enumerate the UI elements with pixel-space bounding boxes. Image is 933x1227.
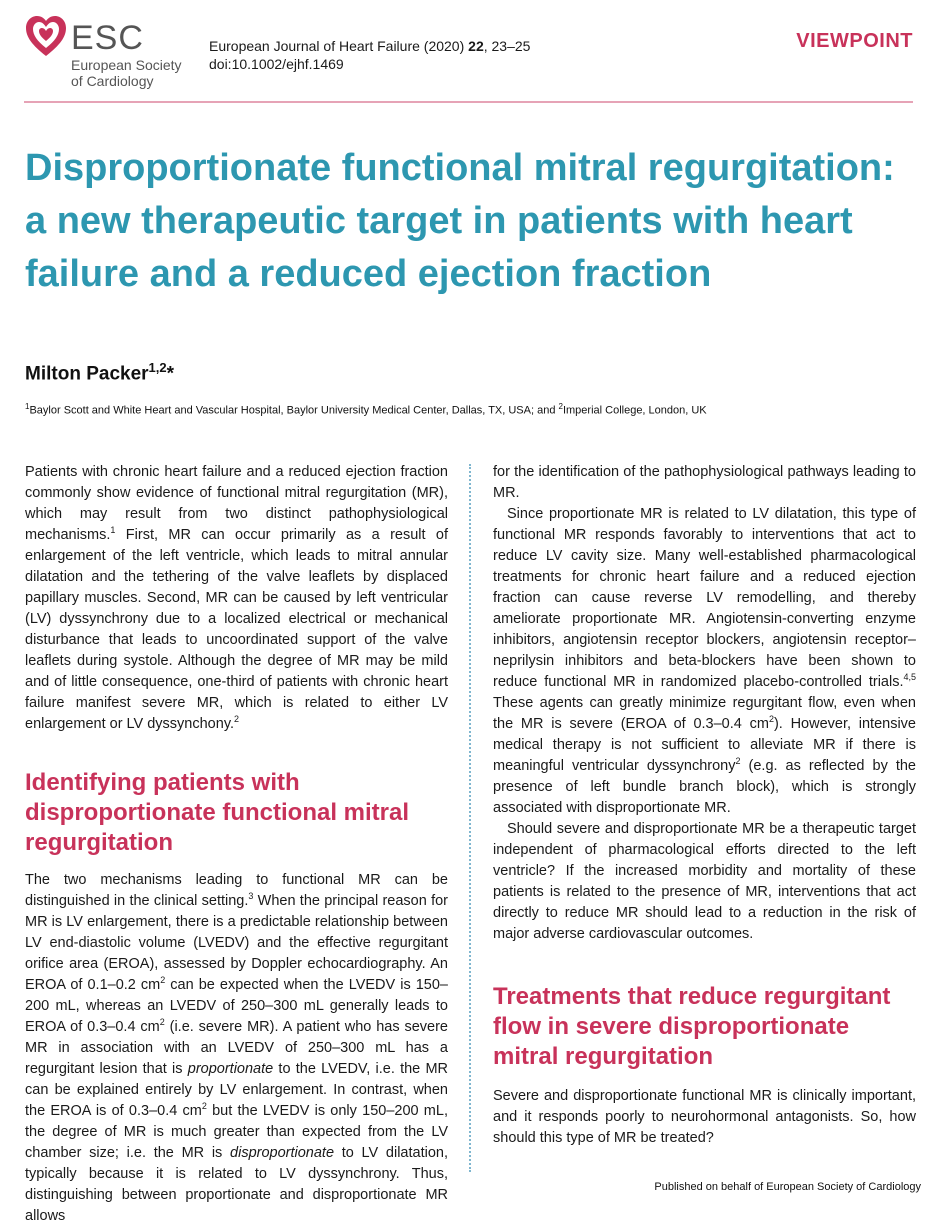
affiliation-1: Baylor Scott and White Heart and Vascular Hospital, Baylor University Medical Center, Dallas, TX, USA; and (29, 404, 559, 417)
heart-logo-icon (24, 14, 68, 60)
continued-paragraph: for the identification of the pathophysiological pathways leading to MR. (493, 464, 916, 501)
affiliations (25, 402, 707, 417)
reference-link[interactable]: 2 (735, 756, 741, 767)
doi-link[interactable]: doi:10.1002/ejhf.1469 (209, 56, 344, 72)
logo-subtitle-line1: European Society (71, 57, 182, 73)
right-column (493, 462, 916, 1149)
esc-logo (24, 12, 214, 92)
publisher-footer: Published on behalf of European Society of Cardiology (654, 1181, 921, 1193)
journal-pages: , 23–25 (483, 38, 531, 54)
affiliation-mark-1: 1 (25, 402, 30, 411)
affiliation-2: Imperial College, London, UK (562, 404, 707, 417)
left-column (25, 462, 448, 1227)
therapeutic-target-paragraph: Should severe and disproportionate MR be a therapeutic target independent of pharmacological efforts directed to the left ventricle? If the increased morbidity and mortality of these patients is related to the presence of MR, interventions that act directly to reduce MR should lead to a reduction in the risk of major adverse cardiovascular outcomes. (493, 821, 916, 942)
proportionate-paragraph: Since proportionate MR is related to LV dilatation, this type of functional MR responds favorably to interventions that act to reduce LV cavity size. Many well-established pharmacological treatments for chronic heart failure and a reduced ejection fraction can cause reverse LV remodelling, and thereby ameliorate proportionate MR. Angiotensin-converting enzyme inhibitors, angiotensin receptor blockers, angiotensin receptor–neprilysin inhibitors and beta-blockers have been shown to reduce functional MR in randomized placebo-controlled trials.$^{4,5}$ These agents can greatly minimize regurgitant flow, even when the MR is severe (EROA of 0.3–0.4 $cm^2$). However, intensive medical therapy is not sufficient to alleviate MR if there is meaningful ventricular dyssynchrony$^2$ (e.g. as reflected by the presence of left bundle branch block), which is strongly associated with disproportionate MR. (493, 506, 916, 816)
article-title: Disproportionate functional mitral regurgitation: a new therapeutic target in patients with heart failure and a reduced ejection fraction (25, 147, 895, 295)
reference-link[interactable]: 3 (248, 891, 254, 902)
treatments-paragraph: Severe and disproportionate functional MR is clinically important, and it responds poorly to neurohormonal antagonists. So, how should this type of MR be treated? (493, 1088, 916, 1146)
section-heading-treatments: Treatments that reduce regurgitant flow in severe disproportionate mitral regurgitation (493, 983, 891, 1070)
corresponding-author-mark: * (166, 363, 175, 385)
logo-wordmark: ESC (71, 19, 144, 57)
reference-link[interactable]: 2 (234, 714, 240, 725)
logo-subtitle-line2: of Cardiology (71, 73, 154, 89)
author-name: Milton Packer (25, 363, 149, 385)
column-divider (469, 464, 471, 1172)
article-type-label: VIEWPOINT (796, 30, 913, 52)
header-divider (24, 101, 913, 103)
journal-citation (209, 36, 530, 56)
author-affiliation-marks: 1,2 (148, 360, 167, 375)
section-heading-identifying: Identifying patients with disproportionate functional mitral regurgitation (25, 769, 410, 856)
journal-volume: 22 (468, 38, 484, 54)
affiliation-mark-2: 2 (558, 402, 563, 411)
journal-name: European Journal of Heart Failure (2020) (209, 38, 469, 54)
intro-paragraph: Patients with chronic heart failure and a reduced ejection fraction commonly show evidence of functional mitral regurgitation (MR), which may result from two distinct pathophysiological mechanisms.$^1$ First, MR can occur primarily as a result of enlargement of the left ventricle, which leads to mitral annular dilatation and the tethering of the valve leaflets by displaced papillary muscles. Second, MR can be caused by left ventricular (LV) dyssynchrony due to a localized electrical or mechanical disturbance that leads to uncoordinated support of the valve leaflets during systole. Although the degree of MR may be mild and of little consequence, one-third of patients with chronic heart failure manifest severe MR, which is related to either LV enlargement or LV dyssynchony.$^2$ (25, 464, 448, 732)
author-line (25, 360, 174, 385)
reference-link[interactable]: 4,5 (903, 672, 916, 683)
reference-link[interactable]: 1 (110, 525, 116, 536)
identifying-paragraph: The two mechanisms leading to functional MR can be distinguished in the clinical setting.$^3$ When the principal reason for MR is LV enlargement, there is a predictable relationship between LV end-diastolic volume (LVEDV) and the effective regurgitant orifice area (EROA), assessed by Doppler echocardiography. An EROA of 0.1–0.2 $cm^2$ can be expected when the LVEDV is 150–200 mL, whereas an LVEDV of 250–300 mL generally leads to EROA of 0.3–0.4 $cm^2$ (i.e. severe MR). A patient who has severe MR in association with an LVEDV of 250–300 mL has a regurgitant lesion that is proportionate to the LVEDV, i.e. the MR can be explained entirely by LV enlargement. In contrast, when the EROA is of 0.3–0.4 $cm^2$ but the LVEDV is only 150–200 mL, the degree of MR is much greater than expected from the LV chamber size; i.e. the MR is disproportionate to LV dilatation, typically because it is related to LV dyssynchrony. Thus, distinguishing between proportionate and disproportionate MR allows (25, 872, 448, 1224)
